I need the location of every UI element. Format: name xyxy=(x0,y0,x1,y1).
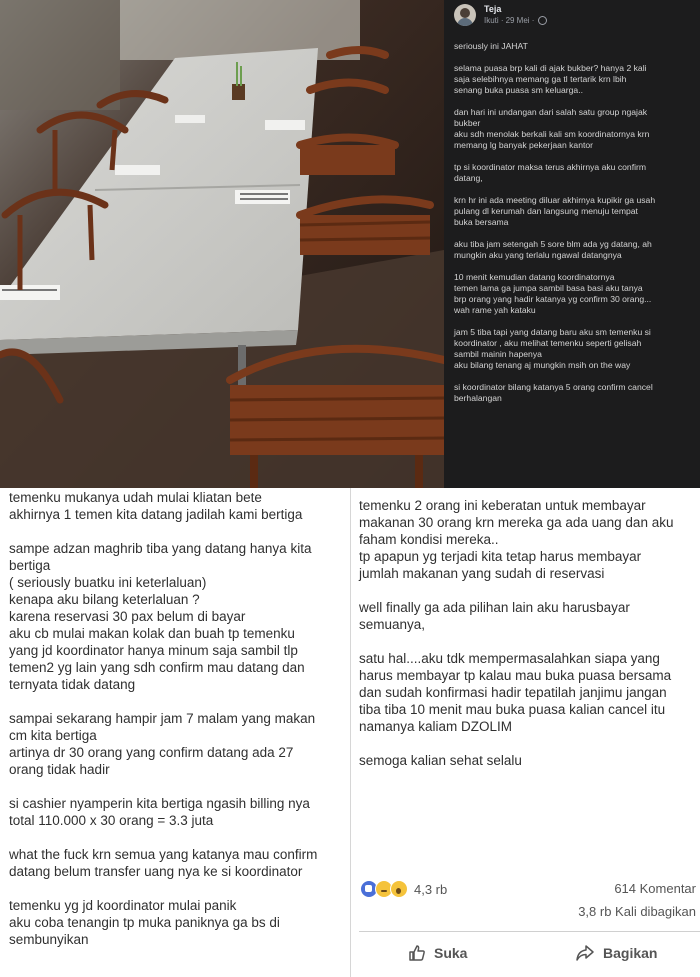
caption-paragraph: jam 5 tiba tapi yang datang baru aku sm temenku si koordinator , aku melihat temenku seperti gelisah sambil mainin hapenya aku bilang tenang aj mungkin msih on the way xyxy=(454,327,651,370)
story-paragraph: temenku mukanya udah mulai kliatan bete akhirnya 1 temen kita datang jadilah kami bertiga xyxy=(9,490,303,522)
caption-paragraph: tp si koordinator maksa terus akhirnya aku confirm datang, xyxy=(454,162,647,183)
reaction-summary[interactable] xyxy=(360,880,447,898)
thumbs-up-icon xyxy=(408,944,426,962)
caption-paragraph: si koordinator bilang katanya 5 orang confirm cancel berhalangan xyxy=(454,382,653,403)
post-meta xyxy=(484,16,547,25)
post-header xyxy=(444,0,700,36)
story-paragraph: temenku yg jd koordinator mulai panik aku coba tenangin tp muka paniknya ga bs di sembunyikan xyxy=(9,898,280,947)
avatar[interactable] xyxy=(454,4,476,26)
story-continued-right xyxy=(359,497,696,786)
caption-paragraph: seriously ini JAHAT xyxy=(454,41,528,51)
story-paragraph: well finally ga ada pilihan lain aku harusbayar semuanya, xyxy=(359,600,630,632)
follow-link[interactable]: Ikuti · xyxy=(484,16,504,25)
author-name[interactable]: Teja xyxy=(484,4,502,14)
share-count[interactable]: 3,8 rb Kali dibagikan xyxy=(578,904,696,919)
story-paragraph: temenku 2 orang ini keberatan untuk membayar makanan 30 orang krn mereka ga ada uang dan aku faham kondisi mereka.. tp apapun yg terjadi kita tetap harus membayar jumlah makanan yang sudah di reservasi xyxy=(359,498,674,581)
caption-paragraph: selama puasa brp kali di ajak bukber? hanya 2 kali saja selebihnya memang ga tl tertarik krn lbih senang buka puasa sm keluarga.. xyxy=(454,63,647,95)
caption-paragraph: 10 menit kemudian datang koordinatornya temen lama ga jumpa sambil basa basi aku tanya brp orang yang hadir katanya yg confirm 30 orang... wah rame yah kataku xyxy=(454,272,652,315)
caption-paragraph: aku tiba jam setengah 5 sore blm ada yg datang, ah mungkin aku yang terlalu ngawal datangnya xyxy=(454,239,652,260)
wow-reaction-icon xyxy=(390,880,408,898)
story-paragraph: sampai sekarang hampir jam 7 malam yang makan cm kita bertiga artinya dr 30 orang yang confirm datang ada 27 orang tidak hadir xyxy=(9,711,316,777)
story-paragraph: satu hal....aku tdk mempermasalahkan siapa yang harus membayar tp kalau mau buka puasa bersama dan sudah konfirmasi hadir tepatilah janjimu jangan tiba tiba 10 menit mau buka puasa kalian cancel itu namanya kaliam DZOLIM xyxy=(359,651,672,734)
share-label: Bagikan xyxy=(603,945,658,961)
caption-paragraph: dan hari ini undangan dari salah satu group ngajak bukber aku sdh menolak berkali kali sm koordinatornya krn memang lg banyak pekerjaan kantor xyxy=(454,107,650,150)
story-continued-left xyxy=(9,489,347,965)
actions-divider xyxy=(359,931,700,932)
story-paragraph: what the fuck krn semua yang katanya mau confirm datang belum transfer uang nya ke si koordinator xyxy=(9,847,318,879)
globe-icon xyxy=(538,16,547,25)
restaurant-table-image xyxy=(0,0,444,488)
facebook-post-panel xyxy=(444,0,700,488)
share-button[interactable] xyxy=(575,944,657,962)
story-paragraph: si cashier nyamperin kita bertiga ngasih billing nya total 110.000 x 30 orang = 3.3 juta xyxy=(9,796,310,828)
restaurant-photo xyxy=(0,0,444,488)
like-label: Suka xyxy=(434,945,468,961)
story-paragraph: sampe adzan maghrib tiba yang datang hanya kita bertiga ( seriously buatku ini keterlaluan) kenapa aku bilang keterlaluan ? karena reservasi 30 pax belum di bayar aku cb mulai makan kolak dan buah tp temenku yang jd koordinator hanya minum saja sambil tlp temen2 yg lain yang sdh confirm mau datang dan ternyata tidak datang xyxy=(9,541,312,692)
comment-count[interactable]: 614 Komentar xyxy=(614,881,696,896)
like-button[interactable] xyxy=(408,944,467,962)
post-date[interactable]: 29 Mei · xyxy=(505,16,535,25)
caption-paragraph: krn hr ini ada meeting diluar akhirnya kupikir ga usah pulang dl kerumah dan langsung menuju tempat buka bersama xyxy=(454,195,656,227)
share-arrow-icon xyxy=(575,944,595,962)
story-paragraph: semoga kalian sehat selalu xyxy=(359,753,522,768)
reaction-count: 4,3 rb xyxy=(414,881,448,897)
column-divider xyxy=(350,488,351,977)
post-caption xyxy=(454,41,698,415)
